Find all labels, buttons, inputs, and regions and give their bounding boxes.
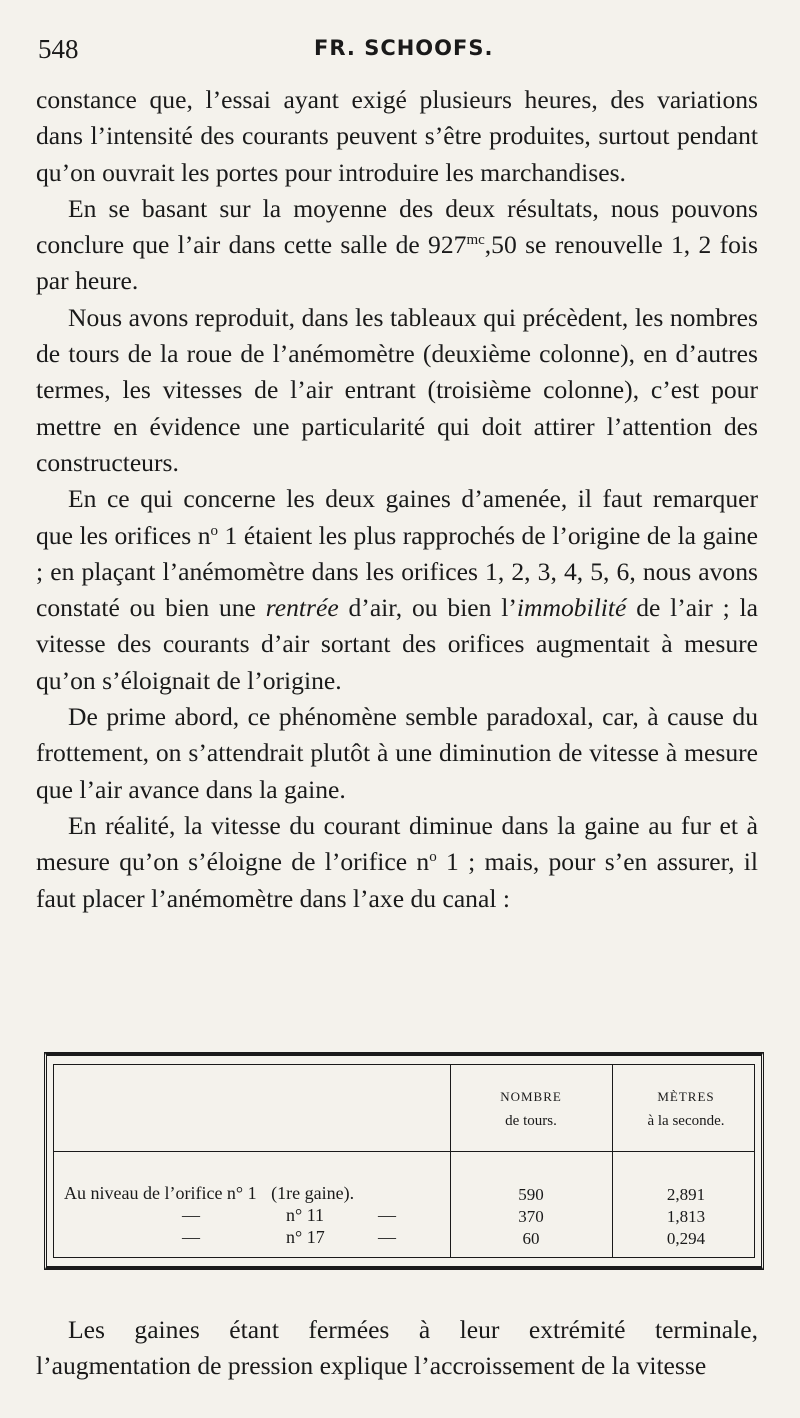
paragraph: De prime abord, ce phénomène semble paradoxal, car, à cause du frottement, on s’attendrait plutôt à une diminution de vitesse à mesure que l’air avance dans la gaine. xyxy=(36,702,758,804)
page-number: 548 xyxy=(38,34,79,64)
table-frame xyxy=(53,1064,755,1258)
paragraph xyxy=(36,191,758,300)
row-label-suffix: (1re gaine). xyxy=(271,1183,355,1203)
table-cell: 370 xyxy=(518,1207,544,1226)
text-run: En ce qui concerne les deux gaines d’amenée, il faut remarquer que les orifices n xyxy=(36,484,758,550)
body-text xyxy=(36,82,758,917)
paragraph: constance que, l’essai ayant exigé plusieurs heures, des variations dans l’intensité des courants peuvent s’être produites, surtout pendant qu’on ouvrait les portes pour introduire les marchandises. xyxy=(36,85,758,187)
table-cell: 0,294 xyxy=(666,1229,706,1248)
table-row-label xyxy=(286,1227,325,1247)
table-row-label xyxy=(182,1227,200,1247)
running-head: FR. SCHOOFS. xyxy=(314,36,494,60)
table-row-label xyxy=(378,1227,396,1247)
row-label-text: n° 11 xyxy=(286,1205,325,1225)
header-divider xyxy=(54,1151,754,1152)
paragraph: Nous avons reproduit, dans les tableaux qui précèdent, les nombres de tours de la roue de l’anémomètre (deuxième colonne), en d’autres termes, les vitesses de l’air entrant (troisième colonne), c’est pour mettre en évidence une particularité qui doit attirer l’attention des constructeurs. xyxy=(36,302,758,477)
row-label-text: Au niveau de l’orifice n° 1 xyxy=(64,1183,257,1203)
page-header xyxy=(38,34,758,74)
body-text-continued xyxy=(36,1312,758,1385)
table-row-label xyxy=(64,1183,354,1203)
column-header-tours xyxy=(450,1085,612,1133)
table-row-label xyxy=(182,1205,200,1225)
row-dash: — xyxy=(182,1227,200,1247)
data-table xyxy=(44,1052,764,1270)
row-dash: — xyxy=(378,1205,396,1225)
text-run: ,50 se renouvelle 1, 2 fois par heure. xyxy=(36,230,758,296)
header-line: à la seconde. xyxy=(647,1113,725,1129)
table-cell: 60 xyxy=(522,1229,540,1248)
italic-text: immobilité xyxy=(516,593,627,623)
superscript: mc xyxy=(466,232,485,249)
header-line: NOMBRE xyxy=(500,1089,562,1104)
table-row-label xyxy=(286,1205,324,1225)
column-header-metres xyxy=(612,1085,760,1133)
row-label-text: n° 17 xyxy=(286,1227,325,1247)
table-cell: 590 xyxy=(518,1185,544,1204)
text-run: 1 ; mais, pour s’en assurer, il faut placer l’anémomètre dans l’axe du canal : xyxy=(36,847,758,913)
superscript: o xyxy=(429,849,437,866)
table-cell: 2,891 xyxy=(666,1185,706,1204)
table-row-label xyxy=(378,1205,396,1225)
table-cell: 1,813 xyxy=(666,1207,706,1226)
text-run: d’air, ou bien l’ xyxy=(338,593,517,623)
text-run: de l’air ; la vitesse des courants d’air sortant des orifices augmentait à mesure qu’on s’éloignait de l’origine. xyxy=(36,593,758,695)
superscript: o xyxy=(210,522,219,539)
text-run: En réalité, la vitesse du courant diminue dans la gaine au fur et à mesure qu’on s’éloigne de l’orifice n xyxy=(36,810,758,877)
italic-text: rentrée xyxy=(265,593,339,623)
header-line: de tours. xyxy=(505,1113,557,1129)
paragraph xyxy=(36,481,758,699)
text-run: En se basant sur la moyenne des deux résultats, nous pouvons conclure que l’air dans cette salle de 927 xyxy=(36,193,758,260)
row-dash: — xyxy=(182,1205,200,1225)
row-dash: — xyxy=(378,1227,396,1247)
paragraph xyxy=(36,808,758,917)
paragraph: Les gaines étant fermées à leur extrémité terminale, l’augmentation de pression explique l’accroissement de la vitesse xyxy=(36,1315,758,1381)
header-line: MÈTRES xyxy=(657,1089,715,1104)
text-run: 1 étaient les plus rapprochés de l’origine de la gaine ; en plaçant l’anémomètre dans les orifices 1, 2, 3, 4, 5, 6, nous avons constaté ou bien une xyxy=(36,520,758,623)
